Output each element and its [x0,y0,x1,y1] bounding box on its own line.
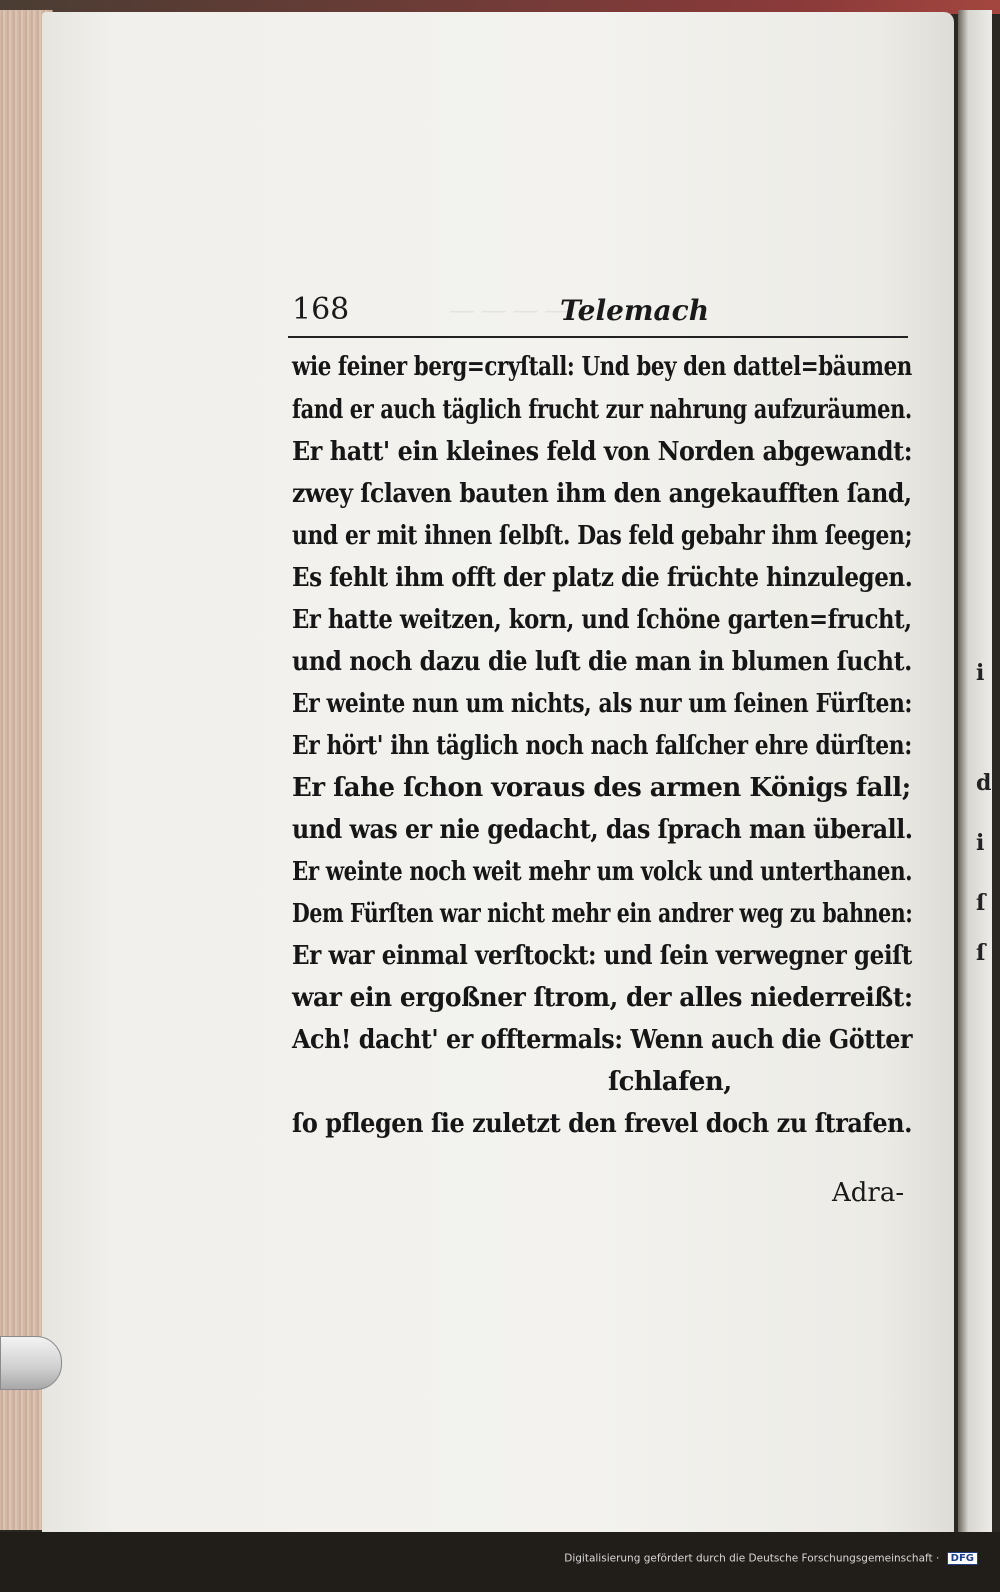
verse-line: und er mit ihnen ſelbſt. Das feld gebahr ihm ſeegen; [292,521,913,551]
catchword: Adra- [832,1178,905,1208]
verse-line: Er war einmal verſtockt: und ſein verwegner geiſt [292,941,912,971]
header-rule [288,336,908,338]
verse-line: und noch dazu die luſt die man in blumen ſucht. [292,647,912,677]
verse-line: Er hatt' ein kleines feld von Norden abgewandt: [292,437,913,467]
verse-line-turnover: ſchlafen, [608,1067,732,1097]
running-title: Telemach [560,294,710,327]
verse-line: Er weinte noch weit mehr um volck und unterthanen. [292,857,913,887]
verse-line: ſo pflegen ſie zuletzt den frevel doch zu ſtrafen. [292,1109,913,1139]
page-clip [0,1336,62,1390]
verse-line: Er ſahe ſchon voraus des armen Königs fall; [292,773,911,803]
facing-page-edge: i d i ſ ſ [958,10,992,1535]
book-page [42,12,954,1532]
page-number: 168 [292,292,350,327]
dfg-logo: DFG [947,1552,978,1565]
verse-line: war ein ergoßner ſtrom, der alles niederreißt: [292,983,913,1013]
verse-line: wie feiner berg=cryſtall: Und bey den dattel=bäumen [292,352,912,382]
verse-line: Er hatte weitzen, korn, und ſchöne garten=frucht, [292,605,912,635]
verse-line: Ach! dacht' er offtermals: Wenn auch die Götter [292,1025,913,1055]
verse-line: Er hört' ihn täglich noch nach falſcher ehre dürſten: [292,731,912,761]
verse-line: Es fehlt ihm offt der platz die früchte hinzulegen. [292,563,913,593]
verse-line: fand er auch täglich frucht zur nahrung aufzuräumen. [292,395,912,425]
verse-line: zwey ſclaven bauten ihm den angekaufften ſand, [292,479,912,509]
verse-line: und was er nie gedacht, das ſprach man überall. [292,815,913,845]
verse-line: Er weinte nun um nichts, als nur um ſeinen Fürſten: [292,689,913,719]
show-through: ― ― ― ― [450,296,569,324]
verse-line: Dem Fürſten war nicht mehr ein andrer weg zu bahnen: [292,899,913,929]
digitization-credit [564,1552,978,1565]
credit-text: Digitalisierung gefördert durch die Deutsche Forschungsgemeinschaft · [564,1552,940,1565]
